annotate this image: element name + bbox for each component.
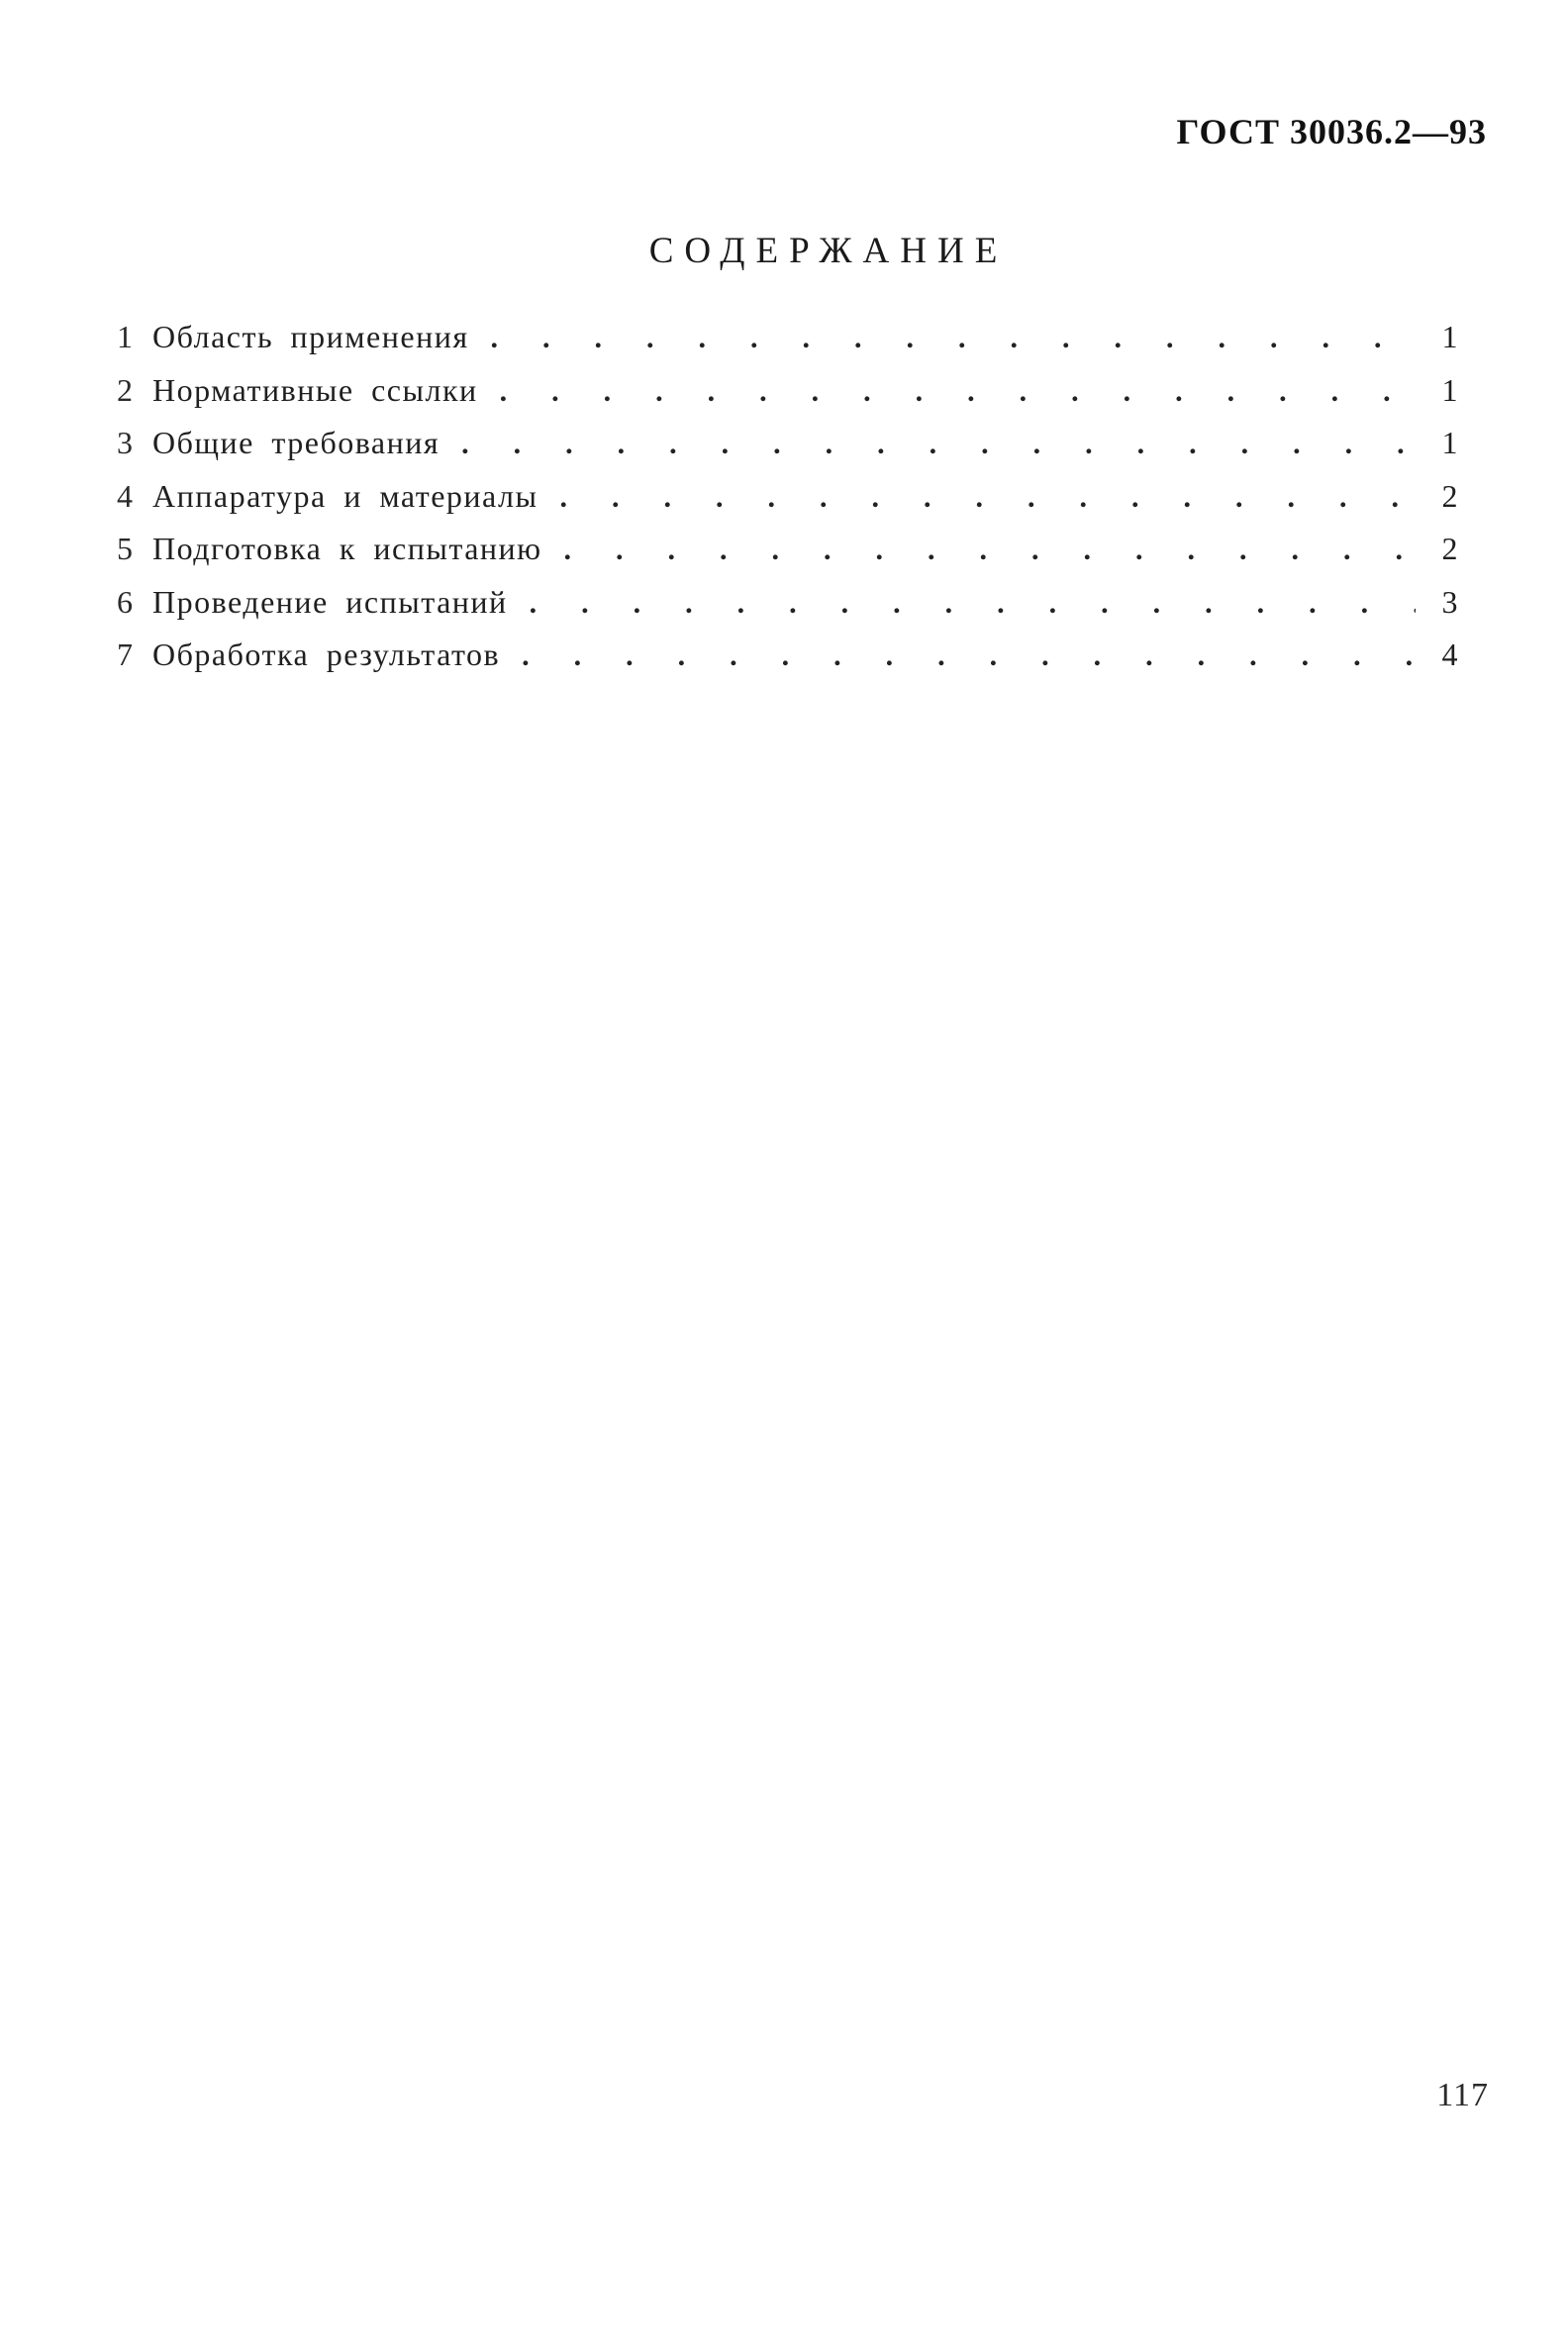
toc-item-title: Область применения [152, 319, 469, 354]
toc-item-title: Общие требования [152, 425, 441, 460]
toc-dot-leader [491, 322, 1416, 355]
toc-dot-leader [530, 587, 1416, 621]
toc-dot-leader [564, 534, 1416, 567]
toc-item-number: 1 [117, 319, 135, 354]
toc-item-number: 6 [117, 583, 135, 620]
toc-item-number: 4 [117, 477, 135, 514]
toc-item-number: 3 [117, 425, 135, 460]
toc-item[interactable] [117, 636, 1459, 690]
toc-item[interactable] [117, 584, 1459, 637]
toc-item-number: 2 [117, 371, 135, 408]
toc-item-title: Аппаратура и материалы [152, 477, 539, 514]
toc-dot-leader [522, 639, 1416, 673]
toc-dot-leader [560, 481, 1417, 515]
table-of-contents [117, 319, 1459, 690]
toc-item[interactable] [117, 319, 1459, 372]
toc-item-page: 4 [1441, 636, 1459, 672]
toc-item-number: 5 [117, 531, 135, 566]
toc-item-title: Нормативные ссылки [152, 371, 478, 408]
toc-title: СОДЕРЖАНИЕ [648, 231, 1009, 271]
toc-item-title: Проведение испытаний [152, 583, 508, 620]
page-number: 117 [1436, 2077, 1489, 2113]
toc-dot-leader [500, 375, 1416, 409]
toc-item-page: 2 [1441, 477, 1459, 514]
toc-item-title: Обработка результатов [152, 636, 501, 672]
toc-item-page: 3 [1441, 583, 1459, 620]
toc-item-page: 2 [1441, 531, 1459, 566]
document-header: ГОСТ 30036.2—93 [1176, 112, 1487, 151]
toc-dot-leader [461, 428, 1416, 461]
toc-item-number: 7 [117, 636, 135, 672]
toc-item[interactable] [117, 478, 1459, 532]
toc-item-page: 1 [1441, 371, 1459, 408]
toc-item[interactable] [117, 425, 1459, 478]
toc-item[interactable] [117, 531, 1459, 584]
toc-item-page: 1 [1441, 425, 1459, 460]
toc-item[interactable] [117, 372, 1459, 426]
toc-item-title: Подготовка к испытанию [152, 531, 542, 566]
toc-item-page: 1 [1441, 319, 1459, 354]
